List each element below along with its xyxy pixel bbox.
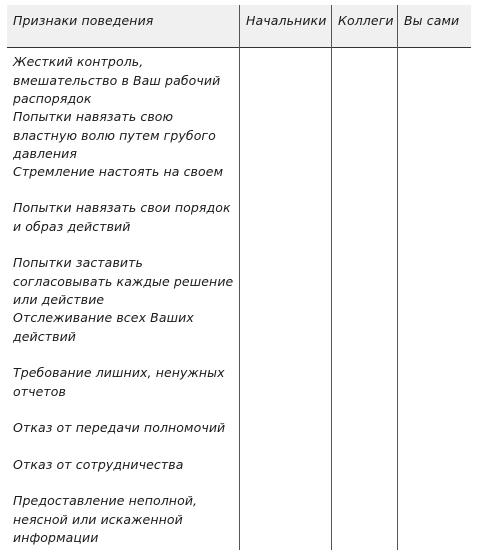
table-row: Попытки навязать свои порядок и образ действий	[13, 200, 231, 234]
header-colleagues: Коллеги	[338, 13, 394, 28]
table-row: Требование лишних, ненужных отчетов	[13, 365, 225, 399]
table-row: Отслеживание всех Ваших действий	[13, 310, 194, 344]
column-divider-colleagues	[331, 5, 332, 550]
column-divider-bosses	[239, 5, 240, 550]
behavior-table	[7, 5, 471, 550]
table-row: Отказ от сотрудничества	[13, 457, 184, 472]
table-row: Попытки заставить согласовывать каждые решение или действие	[13, 255, 234, 307]
table-row: Жесткий контроль, вмешательство в Ваш рабочий распорядок	[13, 54, 221, 106]
table-row: Попытки навязать свою властную волю путем грубого давления	[13, 109, 216, 161]
header-signs: Признаки поведения	[13, 13, 154, 28]
column-divider-you	[397, 5, 398, 550]
header-you: Вы сами	[404, 13, 460, 28]
table-row: Отказ от передачи полномочий	[13, 420, 226, 435]
table-row: Стремление настоять на своем	[13, 164, 224, 179]
header-bosses: Начальники	[246, 13, 327, 28]
table-row: Предоставление неполной, неясной или искаженной информации	[13, 493, 198, 545]
